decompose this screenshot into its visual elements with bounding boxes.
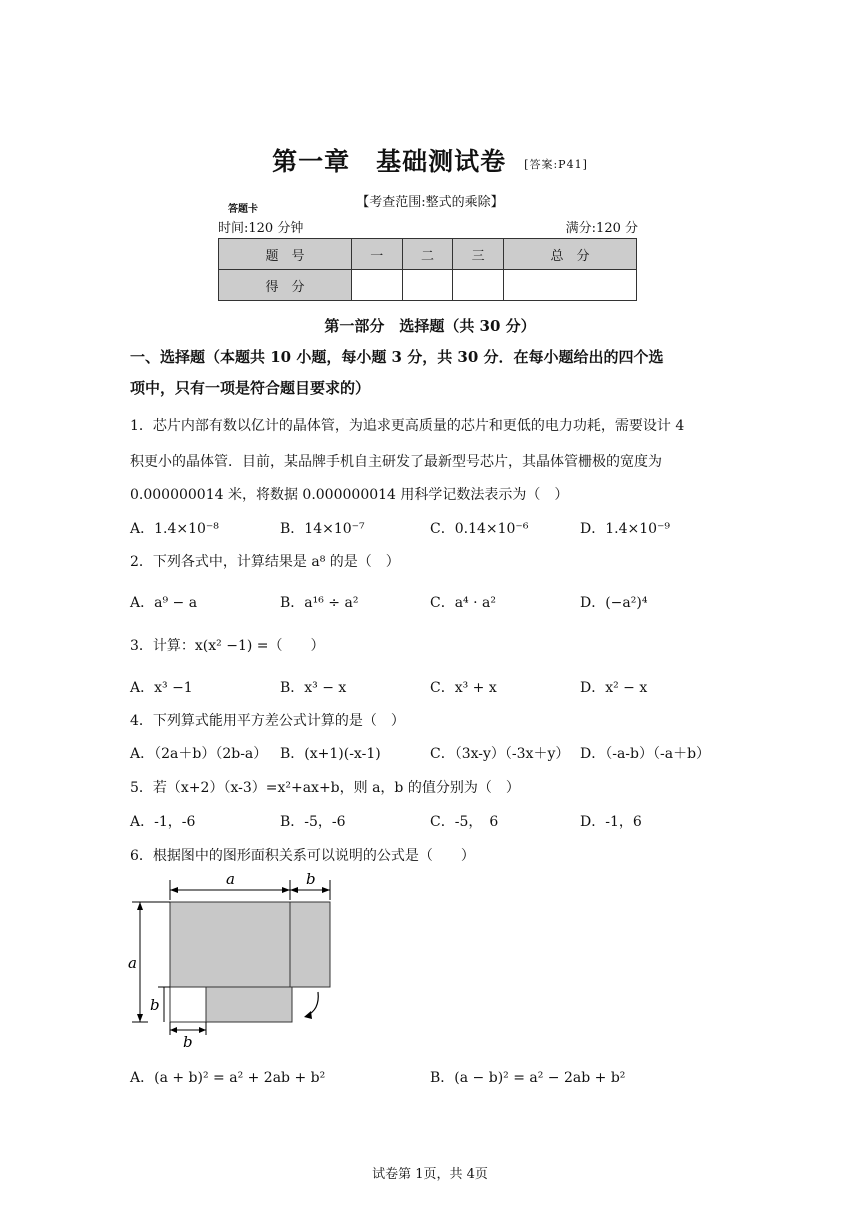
page-title	[0, 142, 860, 178]
score-table	[218, 238, 637, 301]
q6-option-a[interactable]: A．(a + b)² = a² + 2ab + b²	[130, 1070, 326, 1086]
arrow-icon	[170, 887, 178, 893]
q3-stem: 3．计算：x(x² −1) =（ ）	[130, 638, 325, 654]
q5-option-b[interactable]: B．-5，-6	[280, 814, 346, 830]
score-cell-part1: 一	[351, 239, 402, 270]
label-a-top: a	[226, 870, 235, 888]
q1-option-a[interactable]: A．1.4×10⁻⁸	[130, 521, 219, 537]
title-name: 基础测试卷	[376, 147, 507, 176]
arrow-icon	[199, 1027, 206, 1033]
q5-option-c[interactable]: C．-5， 6	[430, 814, 499, 830]
section1-line2: 项中，只有一项是符合题目要求的）	[130, 379, 371, 397]
exam-range: 【考查范围:整式的乘除】	[356, 195, 504, 210]
q5-stem: 5．若（x+2）（x-3）=x²+ax+b，则 a，b 的值分别为（ ）	[130, 780, 520, 796]
arrow-icon	[137, 1014, 143, 1022]
full-score: 满分:120 分	[565, 221, 638, 236]
curved-arrow-icon	[306, 992, 318, 1016]
score-cell-part2: 二	[402, 239, 453, 270]
q5-option-d[interactable]: D．-1，6	[580, 814, 642, 830]
q1-option-b[interactable]: B．14×10⁻⁷	[280, 521, 365, 537]
score-row-label: 得 分	[219, 270, 352, 301]
q4-option-a[interactable]: A．（2a＋b）（2b-a）	[130, 746, 268, 762]
q2-stem: 2．下列各式中，计算结果是 a⁸ 的是（ ）	[130, 554, 400, 570]
score-cell-label: 题 号	[219, 239, 352, 270]
q2-option-a[interactable]: A．a⁹ − a	[130, 595, 198, 611]
arrow-icon	[170, 1027, 177, 1033]
label-b-bottom: b	[183, 1033, 193, 1050]
q5-option-a[interactable]: A．-1，-6	[130, 814, 196, 830]
arrow-icon	[322, 887, 330, 893]
answer-tag: [答案:P41]	[524, 157, 588, 171]
q4-option-b[interactable]: B．(x+1)(-x-1)	[280, 746, 381, 762]
score-input-part1[interactable]	[351, 270, 402, 301]
moved-rectangle	[206, 987, 292, 1022]
q4-stem: 4．下列算式能用平方差公式计算的是（ ）	[130, 713, 405, 729]
score-input-total[interactable]	[503, 270, 636, 301]
empty-square	[170, 987, 206, 1022]
q6-stem: 6．根据图中的图形面积关系可以说明的公式是（ ）	[130, 848, 475, 864]
exam-time: 时间:120 分钟	[218, 221, 304, 236]
q6-option-b[interactable]: B．(a − b)² = a² − 2ab + b²	[430, 1070, 626, 1086]
section1-line1: 一、选择题（本题共 10 小题，每小题 3 分，共 30 分．在每小题给出的四个选	[130, 348, 664, 366]
title-chapter: 第一章	[272, 147, 351, 176]
score-table-header-row	[219, 239, 637, 270]
section1-heading	[130, 342, 730, 404]
q1-line3: 0.000000014 米，将数据 0.000000014 用科学记数法表示为（ ）	[130, 487, 569, 503]
score-input-part3[interactable]	[453, 270, 504, 301]
arrow-icon	[290, 887, 298, 893]
q3-option-d[interactable]: D．x² − x	[580, 680, 648, 696]
label-b-top: b	[306, 870, 316, 888]
q1-option-c[interactable]: C．0.14×10⁻⁶	[430, 521, 529, 537]
page-footer: 试卷第 1页，共 4页	[372, 1167, 488, 1182]
q6-area-figure	[120, 870, 340, 1050]
q2-option-b[interactable]: B．a¹⁶ ÷ a²	[280, 595, 359, 611]
q2-option-d[interactable]: D．(−a²)⁴	[580, 595, 648, 611]
answer-card-label: 答题卡	[228, 204, 258, 215]
label-a-left: a	[128, 954, 137, 972]
arrow-icon	[282, 887, 290, 893]
score-cell-part3: 三	[453, 239, 504, 270]
q3-option-b[interactable]: B．x³ − x	[280, 680, 347, 696]
score-input-part2[interactable]	[402, 270, 453, 301]
q2-option-c[interactable]: C．a⁴ · a²	[430, 595, 496, 611]
q4-option-d[interactable]: D．（-a-b）（-a＋b）	[580, 746, 711, 762]
arrow-icon	[304, 1011, 312, 1019]
score-table-score-row	[219, 270, 637, 301]
q3-option-a[interactable]: A．x³ −1	[130, 680, 193, 696]
q3-option-c[interactable]: C．x³ + x	[430, 680, 497, 696]
big-rectangle	[170, 902, 330, 987]
q4-option-c[interactable]: C．（3x-y）（-3x＋y）	[430, 746, 570, 762]
score-cell-total: 总 分	[503, 239, 636, 270]
q1-line2: 积更小的晶体管．目前，某品牌手机自主研发了最新型号芯片，其晶体管栅极的宽度为	[130, 454, 662, 470]
arrow-icon	[137, 902, 143, 910]
label-b-left: b	[150, 996, 160, 1014]
part1-title: 第一部分 选择题（共 30 分）	[324, 317, 536, 335]
q1-option-d[interactable]: D．1.4×10⁻⁹	[580, 521, 671, 537]
q1-line1: 1．芯片内部有数以亿计的晶体管，为追求更高质量的芯片和更低的电力功耗，需要设计 4	[130, 418, 685, 434]
